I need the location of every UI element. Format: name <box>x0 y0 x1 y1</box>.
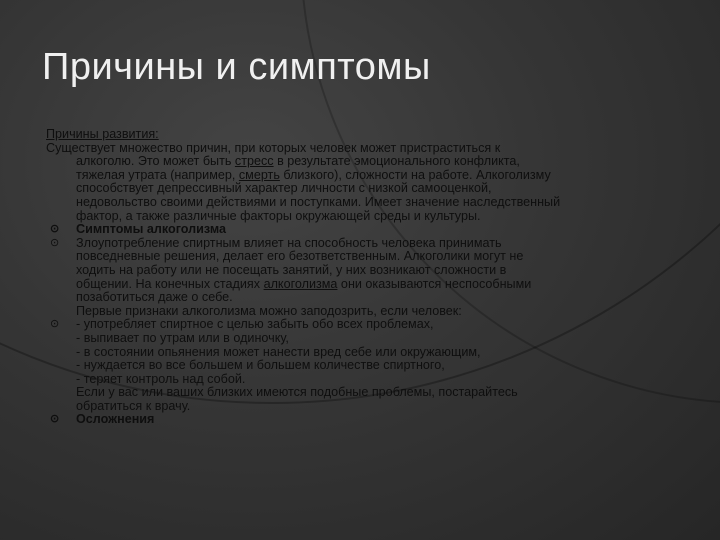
text-segment: в результате эмоционального конфликта, <box>273 154 520 169</box>
complications-heading-item <box>46 413 636 427</box>
circled-dot-icon: ⊙ <box>50 318 60 331</box>
text-segment: близкого), сложности на работе. Алкоголизму <box>279 167 551 182</box>
causes-line: недовольство своими действиями и поступками. Имеет значение наследственный <box>76 194 561 209</box>
symptoms-line: Злоупотребление спиртным влияет на способность человека принимать <box>76 235 502 250</box>
signs-item <box>46 318 636 332</box>
symptoms-heading-item <box>46 223 636 237</box>
death-link[interactable]: смерть <box>238 167 280 182</box>
symptoms-line: повседневные решения, делает его безответственным. Алкоголики могут не <box>76 249 524 264</box>
text-segment: общении. На конечных стадиях <box>76 276 264 291</box>
causes-line <box>46 169 636 183</box>
complications-heading: Осложнения <box>76 412 155 427</box>
signs-line: - теряет контроль над собой. <box>76 371 246 386</box>
causes-line: Существует множество причин, при которых человек может пристраститься к <box>46 140 501 155</box>
slide-content <box>46 128 636 427</box>
signs-line: - употребляет спиртное с целью забыть обо всех проблемах, <box>76 317 434 332</box>
symptoms-line: ходить на работу или не посещать занятий, у них возникают сложности в <box>76 262 507 277</box>
signs-line: - в состоянии опьянения может нанести вред себе или окружающим, <box>76 344 481 359</box>
slide-title: Причины и симптомы <box>42 46 431 88</box>
signs-line: обратиться к врачу. <box>76 398 191 413</box>
symptoms-line <box>46 278 636 292</box>
causes-heading: Причины развития: <box>46 127 159 141</box>
signs-line: - нуждается во все большем и большем количестве спиртного, <box>76 358 445 373</box>
text-segment: они оказываются неспособными <box>337 276 532 291</box>
text-segment: алкоголю. Это может быть <box>76 154 235 169</box>
alcoholism-link[interactable]: алкоголизма <box>263 276 338 291</box>
causes-line: способствует депрессивный характер личности с низкой самооценкой, <box>76 181 492 196</box>
signs-line: Если у вас или ваших близких имеются подобные проблемы, постарайтесь <box>76 385 518 400</box>
text-segment: тяжелая утрата (например, <box>76 167 239 182</box>
signs-line: - выпивает по утрам или в одиночку, <box>76 330 289 345</box>
circled-dot-icon: ⊙ <box>50 223 60 236</box>
symptoms-line: позаботиться даже о себе. <box>76 290 233 305</box>
symptoms-heading: Симптомы алкоголизма <box>76 222 226 237</box>
symptoms-line: Первые признаки алкоголизма можно заподозрить, если человек: <box>76 303 462 318</box>
circled-dot-icon: ⊙ <box>50 413 60 426</box>
causes-line: фактор, а также различные факторы окружающей среды и культуры. <box>76 208 481 223</box>
stress-link[interactable]: стресс <box>234 154 274 169</box>
causes-line <box>46 155 636 169</box>
circled-dot-icon: ⊙ <box>50 236 60 249</box>
symptoms-item <box>46 237 636 251</box>
